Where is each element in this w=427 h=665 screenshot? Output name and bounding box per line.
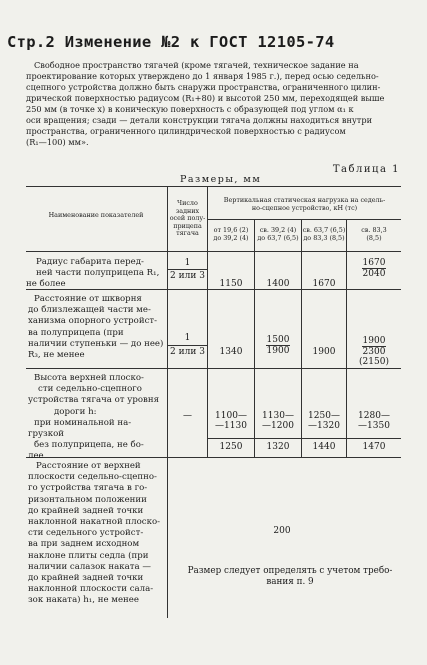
row-radius-axles-2: 2 или 3 xyxy=(170,271,205,281)
row-text-line: до крайней задней точки xyxy=(28,505,144,516)
value-line: 1130— xyxy=(262,411,294,421)
header-axles-line: прицепа xyxy=(173,221,202,230)
header-range-line: от 19,6 (2) xyxy=(213,226,249,234)
row-text-line: наличии ступеньки — до нее) xyxy=(28,338,164,349)
value-line: 1250— xyxy=(308,411,340,421)
header-load-range-3 xyxy=(302,227,346,242)
row-kingpin-value-fraction xyxy=(347,336,401,367)
value-line: 1280— xyxy=(358,411,390,421)
intro-line: проектирование которых утверждено до 1 января 1985 г.), перед осью седельно- xyxy=(26,71,379,81)
value-line: 1100— xyxy=(215,411,247,421)
fraction-alt: (2150) xyxy=(359,357,389,367)
row-height-label xyxy=(28,373,160,463)
intro-line: пространства, ограниченного цилиндрической поверхностью с радиусом xyxy=(26,126,346,136)
row-text-line: не более xyxy=(26,279,66,290)
row-text-line: до крайней задней точки xyxy=(28,573,144,584)
rule xyxy=(26,368,401,369)
page-heading: Стр.2 Изменение №2 к ГОСТ 12105-74 xyxy=(7,33,335,51)
header-axles-line: задних xyxy=(175,206,200,215)
intro-line: (R₁—100) мм». xyxy=(26,137,89,147)
fraction-top: 1500 xyxy=(266,335,290,345)
row-text-line: лее xyxy=(28,451,44,462)
fraction-top: 1900 xyxy=(362,336,386,346)
header-indicator: Наименование показателей xyxy=(48,211,144,219)
row-text-line: наклонной плоскости сала- xyxy=(28,584,154,595)
fraction-top: 1670 xyxy=(362,258,386,268)
row-height-empty: 1320 xyxy=(266,442,290,452)
row-height-nominal xyxy=(302,411,346,431)
row-distance-value: 200 xyxy=(273,526,291,536)
row-text-line: сти седельного устройст- xyxy=(28,528,144,539)
row-radius-value: 1400 xyxy=(266,279,290,289)
row-text-line: Радиус габарита перед- xyxy=(36,257,144,267)
row-kingpin-value-fraction xyxy=(255,335,301,356)
row-text-line: до близлежащей части ме- xyxy=(28,305,151,316)
row-height-empty: 1440 xyxy=(312,442,336,452)
row-text-line: зок наката) h₁, не менее xyxy=(28,595,139,606)
header-load-range-1 xyxy=(208,227,254,242)
row-radius-value-fraction xyxy=(347,258,401,279)
row-text-line: Расстояние от верхней xyxy=(36,461,141,471)
header-range-line: до 39,2 (4) xyxy=(213,233,249,242)
row-text-line: наклонной накатной плоско- xyxy=(28,517,161,528)
header-range-line: св. 83,3 xyxy=(361,226,387,234)
row-text-line: наклоне плиты седла (при xyxy=(28,550,149,561)
row-kingpin-axles-1: 1 xyxy=(184,333,191,343)
header-load-line: но-сцепное устройство, кН (тс) xyxy=(251,203,358,212)
header-axles-line: Число xyxy=(177,199,198,207)
row-text-line: ва полуприцепа (при xyxy=(28,327,124,338)
row-kingpin-label xyxy=(28,294,164,361)
header-load-range-2 xyxy=(255,227,301,242)
rule xyxy=(26,251,401,252)
row-radius-axles-1: 1 xyxy=(184,258,191,268)
row-radius-label xyxy=(26,257,160,291)
header-range-line: (8,5) xyxy=(366,233,382,242)
row-text-line: грузкой xyxy=(28,429,65,440)
header-axles-line: осей полу- xyxy=(169,214,206,223)
header-range-line: св. 63,7 (6,5) xyxy=(302,226,346,234)
header-load-range-4 xyxy=(347,227,401,242)
row-text-line: го устройства тягача в го- xyxy=(28,483,148,494)
value-line: —1350 xyxy=(358,421,390,431)
rule xyxy=(167,458,168,618)
header-range-line: до 63,7 (6,5) xyxy=(257,233,299,242)
row-text-line: без полуприцепа, не бо- xyxy=(34,440,144,451)
row-text-line: плоскости седельно-сцепно- xyxy=(28,472,157,483)
row-text-line: ризонтальном положении xyxy=(28,494,147,505)
header-axles-line: тягача xyxy=(176,229,199,238)
row-radius-value: 1150 xyxy=(219,279,243,289)
rule xyxy=(167,345,207,346)
value-line: —1130 xyxy=(215,421,247,431)
units-label: Размеры, мм xyxy=(180,174,262,185)
row-height-empty: 1470 xyxy=(362,442,386,452)
row-distance-note xyxy=(176,566,404,588)
rule xyxy=(26,186,401,187)
row-text-line: ханизма опорного устройст- xyxy=(28,316,158,327)
value-line: —1200 xyxy=(262,421,294,431)
header-axles xyxy=(168,200,207,238)
row-text-line: R₃, не менее xyxy=(28,350,85,361)
note-line: вания п. 9 xyxy=(266,577,314,587)
row-text-line: ней части полуприцепа R₁, xyxy=(36,268,160,279)
fraction-bottom: 1900 xyxy=(266,346,290,356)
note-line: Размер следует определять с учетом требо- xyxy=(187,566,393,576)
row-radius-value: 1670 xyxy=(312,279,336,289)
row-height-empty: 1250 xyxy=(219,442,243,452)
header-load-line: Вертикальная статическая нагрузка на седель- xyxy=(223,196,386,204)
intro-line: оси вращения; сзади — детали конструкции тягача должны находиться внутри xyxy=(26,115,373,125)
table-caption: Таблица 1 xyxy=(332,164,400,175)
row-text-line: устройства тягача от уровня xyxy=(28,395,160,406)
row-text-line: Высота верхней плоско- xyxy=(34,373,144,383)
row-kingpin-axles-2: 2 или 3 xyxy=(170,347,205,357)
rule xyxy=(167,269,207,270)
intro-line: Свободное пространство тягачей (кроме тягачей, техническое задание на xyxy=(34,60,359,70)
rule xyxy=(207,219,401,220)
row-text-line: дороги h: xyxy=(54,406,97,417)
row-height-nominal xyxy=(208,411,254,431)
row-distance-label xyxy=(28,461,161,607)
row-text-line: при номинальной на- xyxy=(34,417,132,428)
row-height-axles: — xyxy=(183,411,192,421)
row-kingpin-value: 1900 xyxy=(312,347,336,357)
row-text-line: ва при заднем исходном xyxy=(28,539,140,550)
row-text-line: сти седельно-сцепного xyxy=(38,384,142,395)
row-kingpin-value: 1340 xyxy=(219,347,243,357)
header-range-line: до 83,3 (8,5) xyxy=(303,233,345,242)
row-text-line: Расстояние от шкворня xyxy=(34,294,142,304)
value-line: —1320 xyxy=(308,421,340,431)
intro-line: дрической поверхностью радиусом (R₁+80) и высотой 250 мм, переходящей выше xyxy=(26,93,385,103)
intro-line: 250 мм (в точке x) в коническую поверхность с образующей под углом α₁ к xyxy=(26,104,354,114)
row-text-line: наличии салазок наката — xyxy=(28,561,151,572)
fraction-bottom: 2040 xyxy=(362,269,386,279)
row-height-nominal xyxy=(347,411,401,431)
row-height-nominal xyxy=(255,411,301,431)
header-range-line: св. 39,2 (4) xyxy=(259,226,297,234)
intro-line: сцепного устройства должно быть снаружи пространства, ограниченного цилин- xyxy=(26,82,381,92)
header-load xyxy=(208,197,401,212)
rule xyxy=(207,438,401,439)
fraction-bottom: 2300 xyxy=(362,347,386,357)
